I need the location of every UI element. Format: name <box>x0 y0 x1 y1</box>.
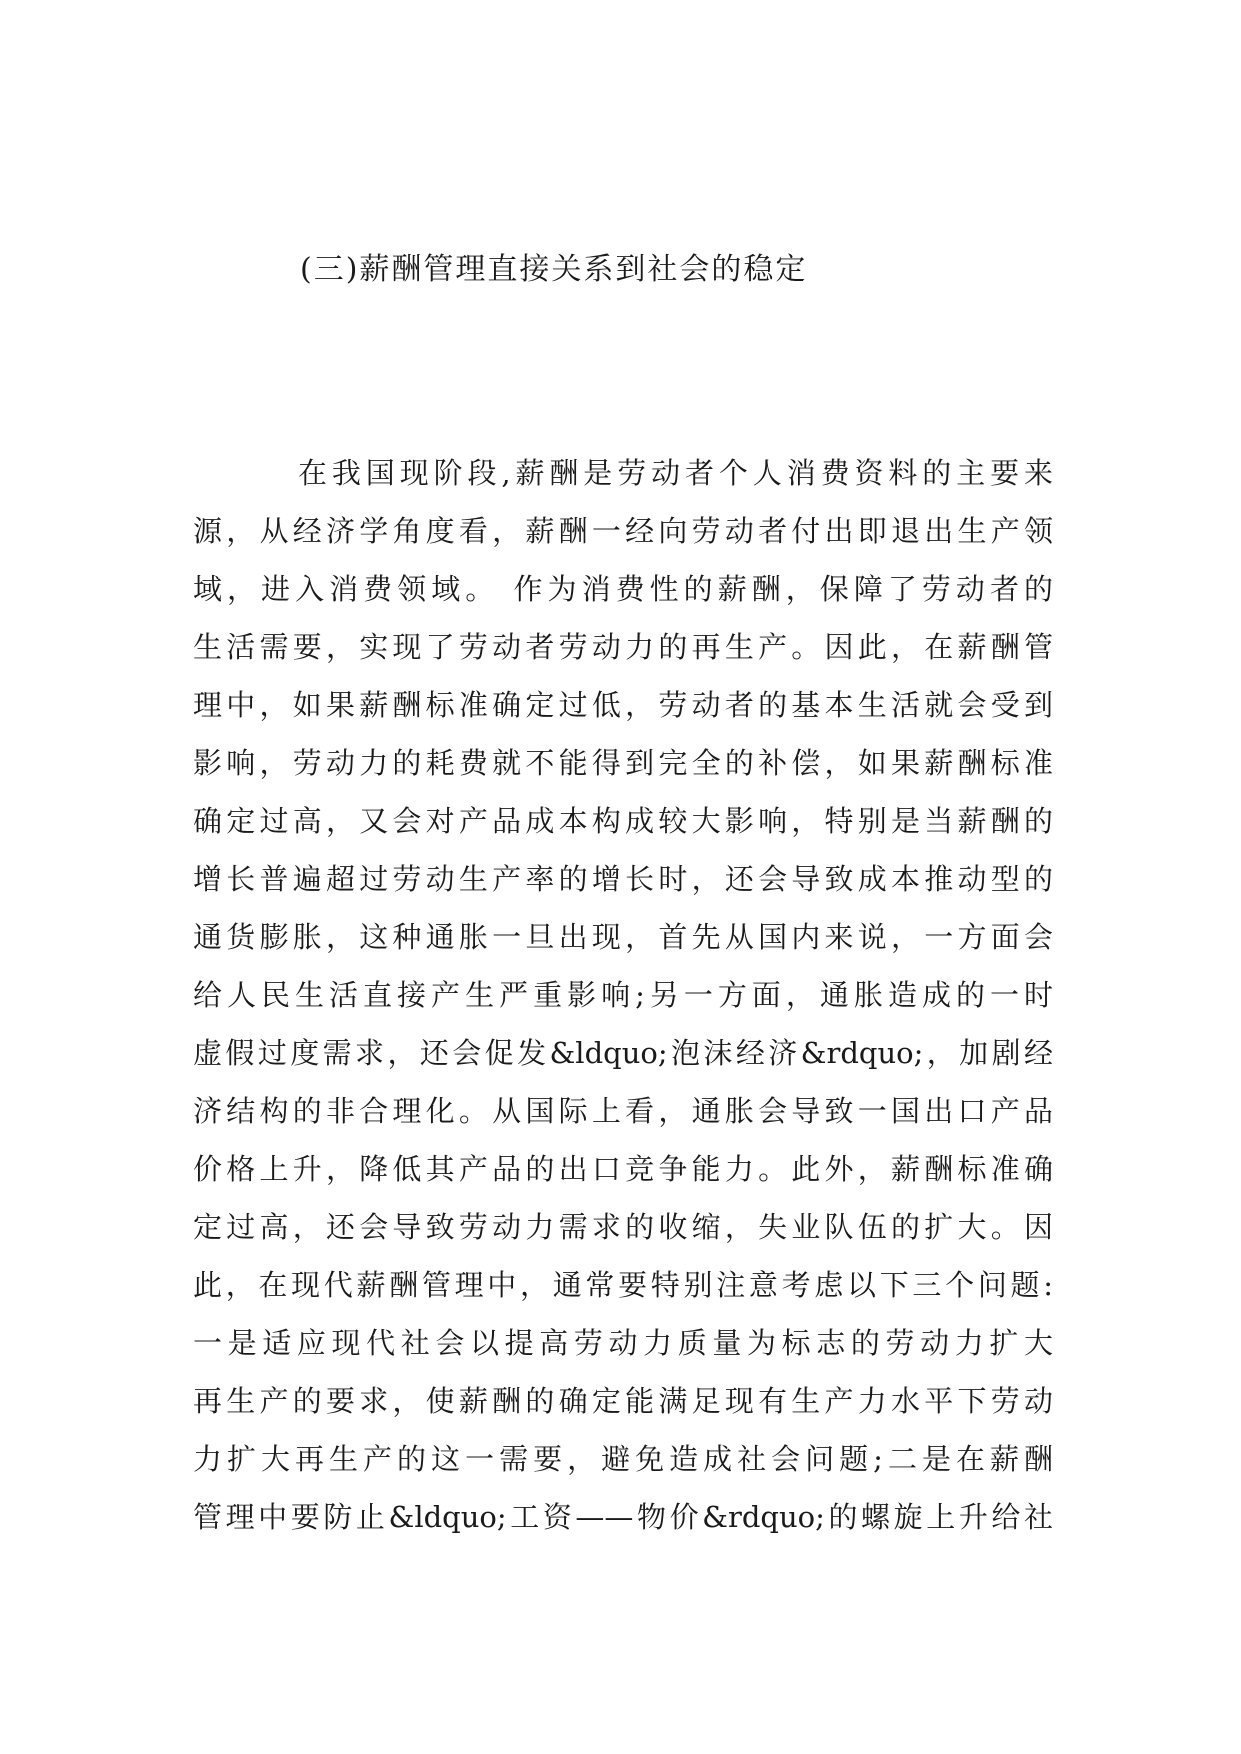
paragraph-line: 通货膨胀，这种通胀一旦出现，首先从国内来说，一方面会 <box>193 920 1053 954</box>
paragraph-line: 影响，劳动力的耗费就不能得到完全的补偿，如果薪酬标准 <box>193 746 1053 780</box>
paragraph-line: 生活需要，实现了劳动者劳动力的再生产。因此，在薪酬管 <box>193 630 1053 664</box>
paragraph-line: 力扩大再生产的这一需要，避免造成社会问题;二是在薪酬 <box>193 1442 1053 1476</box>
paragraph-line: 价格上升，降低其产品的出口竞争能力。此外，薪酬标准确 <box>193 1152 1053 1186</box>
section-heading: (三)薪酬管理直接关系到社会的稳定 <box>300 252 808 287</box>
paragraph-line: 此，在现代薪酬管理中，通常要特别注意考虑以下三个问题: <box>193 1268 1053 1302</box>
paragraph-line: 域，进入消费领域。 作为消费性的薪酬，保障了劳动者的 <box>193 572 1053 606</box>
paragraph-line: 确定过高，又会对产品成本构成较大影响，特别是当薪酬的 <box>193 804 1053 838</box>
paragraph-line: 给人民生活直接产生严重影响;另一方面，通胀造成的一时 <box>193 978 1053 1012</box>
paragraph-line: 再生产的要求，使薪酬的确定能满足现有生产力水平下劳动 <box>193 1384 1053 1418</box>
paragraph-line: 管理中要防止&ldquo;工资——物价&rdquo;的螺旋上升给社 <box>193 1500 1053 1534</box>
paragraph-line: 虚假过度需求，还会促发&ldquo;泡沫经济&rdquo;，加剧经 <box>193 1036 1053 1070</box>
paragraph-line: 增长普遍超过劳动生产率的增长时，还会导致成本推动型的 <box>193 862 1053 896</box>
paragraph-line: 源，从经济学角度看，薪酬一经向劳动者付出即退出生产领 <box>193 514 1053 548</box>
paragraph-line: 一是适应现代社会以提高劳动力质量为标志的劳动力扩大 <box>193 1326 1053 1360</box>
paragraph-line: 济结构的非合理化。从国际上看，通胀会导致一国出口产品 <box>193 1094 1053 1128</box>
paragraph-line: 定过高，还会导致劳动力需求的收缩，失业队伍的扩大。因 <box>193 1210 1053 1244</box>
paragraph-line: 在我国现阶段,薪酬是劳动者个人消费资料的主要来 <box>298 456 1053 490</box>
paragraph-line: 理中，如果薪酬标准确定过低，劳动者的基本生活就会受到 <box>193 688 1053 722</box>
body-paragraph <box>193 444 1053 1546</box>
